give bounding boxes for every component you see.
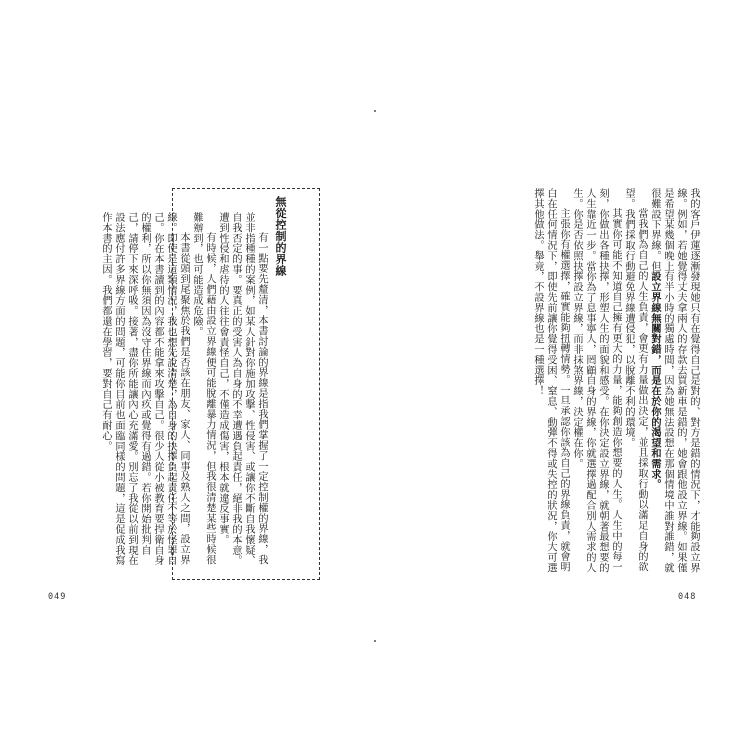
sidebar-body: [100, 212, 268, 572]
sidebar-paragraph: 有時候，人們藉由設立界線便可能脫離暴力情況，但我很清楚某些時候很難辦到，也可能造成危險。: [191, 212, 215, 566]
body-paragraph: [622, 188, 648, 576]
registration-dot: [374, 110, 376, 112]
registration-dot: [374, 640, 376, 642]
body-text: 當我們為自己的人生負責，會更有力量做出決定，並且採取行動以滿足自身的欲望。我們採取行動避免界線遭侵犯，以脫離不利的環境。: [623, 188, 647, 573]
main-body: [428, 188, 700, 576]
body-text: 主張你有權選擇，確實能夠扭轉情勢。一旦承認你該為自己的界線負責，就會明白在任何情況下，即使先前讓你覺得受困、窒息、動彈不得或失控的狀況，你大可選擇其他做法。舉竟，不設界線也是一種選擇！: [532, 188, 569, 573]
page-number-right: 048: [678, 592, 697, 602]
sidebar-paragraph: 本書從頭到尾聚焦於我們是否該在朋友、家人、同事及熟人之間，設立界線。即使是這類情況，我也想先說清楚，為自身的抉擇負起責任不等於怪罪自己。你在本書讀到的內容都不能拿來攻擊自己。很少人從小被教育要捍衛自身的權利，所以你無須因為沒守住界線而內疚或覺得有過錯。若你開始批判自己，請停下來深呼吸。接著，盡你所能讓內心充滿愛。別忘了我從以前到現在設法應付許多界線方面的問題，可能你目前也面臨同樣的問題，這是促成我寫作本書的主因。我們都還在學習，要對自己有耐心。: [100, 212, 189, 566]
body-emphasis: 設立界線無關對錯，而是在於你的渴望和需求。: [649, 271, 660, 490]
page-number-left: 049: [48, 592, 67, 602]
sidebar-title: 無從控制的界線: [274, 196, 287, 277]
body-paragraph: [648, 188, 700, 576]
body-text: 我的客戶伊蓮逐漸發現她只有在覺得自己是對的、對方是錯的情況下，才能夠設立界線。例如，若她覺得丈夫拿兩人的存款去買新車是錯的，她會跟他設立界線。如果僅是希望某幾個晚上有半小時的獨處時間，因為她無法設想在那個情境中誰對誰錯，就很難設下界線。但: [649, 188, 699, 573]
body-text: 其實你可能不知道自己擁有更大的力量，能夠創造你想要的人生。人生中的每一刻，你做出各種抉擇，形塑人生的面貌和感受。在你決定設立界線，就朝著最想要的人生靠近一步。當你為了息事寧人，罔顧自身的界線，你就選擇過配合別人需求的人生。你是否依照抉擇設立界線，而非抹煞界線，決定權在你。: [571, 188, 621, 573]
body-paragraph: [570, 188, 622, 576]
body-paragraph: [531, 188, 570, 576]
sidebar-paragraph: 有一點要先釐清，本書討論的界線是指我們掌握了一定控制權的界線，我並非指種種的案例，如某人針對你施加攻擊、性侵害、或讓你不斷自我懷疑、自我否定的事。要真正的受害人為自身的不幸遭遇負起責任，絕非我的本意。遭到性侵和虐待的人往往會責怪自己，不僅造成傷害，根本就違反事實。: [217, 212, 267, 566]
